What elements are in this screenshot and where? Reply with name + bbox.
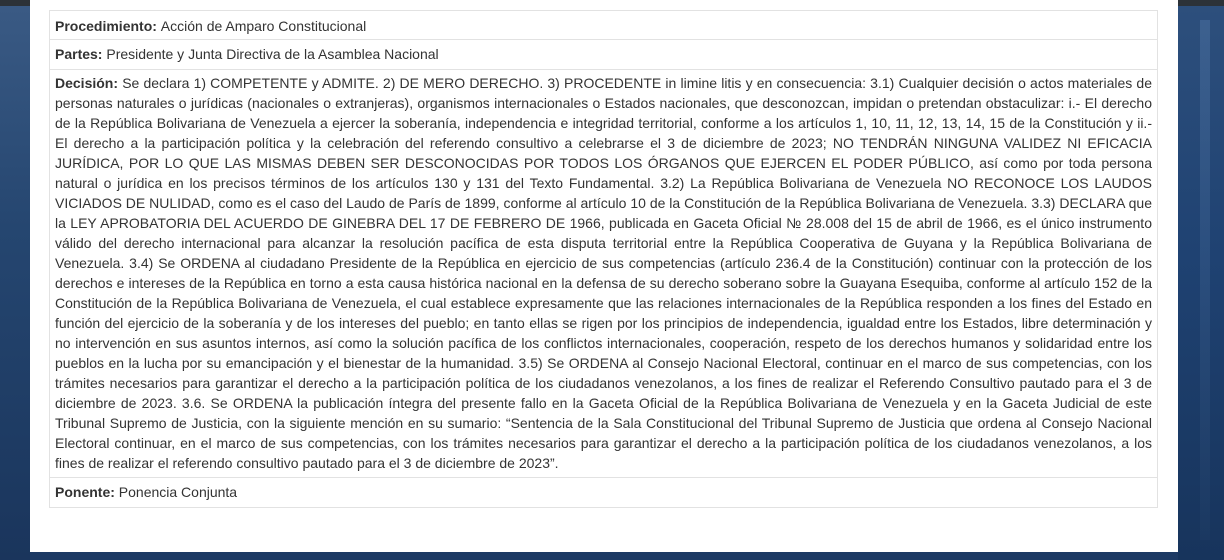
ponente-value: Ponencia Conjunta <box>118 484 238 500</box>
partes-value: Presidente y Junta Directiva de la Asamblea Nacional <box>106 46 439 62</box>
row-procedimiento <box>49 10 1158 40</box>
row-partes <box>49 40 1158 70</box>
background-left <box>0 6 30 560</box>
ponente-label: Ponente: <box>55 484 119 500</box>
background-decoration <box>1200 20 1210 540</box>
procedimiento-value: Acción de Amparo Constitucional <box>160 18 367 34</box>
content-panel <box>30 0 1178 552</box>
decision-label: Decisión: <box>55 75 123 91</box>
row-decision <box>49 70 1158 478</box>
decision-value: Se declara 1) COMPETENTE y ADMITE. 2) DE MERO DERECHO. 3) PROCEDENTE in limine litis y en consecuencia: 3.1) Cualquier decisión o actos materiales de personas naturales o jurídicas (nacionales o extranjeras), organismos internacionales o Estados nacionales, que desconozcan, impidan o pretendan obstaculizar: i.- El derecho de la República Bolivariana de Venezuela a ejercer la soberanía, independencia e integridad territorial, conforme a los artículos 1, 10, 11, 12, 13, 14, 15 de la Constitución y ii.- El derecho a la participación política y la celebración del referendo consultivo a celebrarse el 3 de diciembre de 2023; NO TENDRÁN NINGUNA VALIDEZ NI EFICACIA JURÍDICA, POR LO QUE LAS MISMAS DEBEN SER DESCONOCIDAS POR TODOS LOS ÓRGANOS QUE EJERCEN EL PODER PÚBLICO, así como por toda persona natural o jurídica en los precisos términos de los artículos 130 y 131 del Texto Fundamental. 3.2) La República Bolivariana de Venezuela NO RECONOCE LOS LAUDOS VICIADOS DE NULIDAD, como es el caso del Laudo de París de 1899, conforme al artículo 10 de la Constitución de la República Bolivariana de Venezuela. 3.3) DECLARA que la LEY APROBATORIA DEL ACUERDO DE GINEBRA DEL 17 DE FEBRERO DE 1966, publicada en Gaceta Oficial № 28.008 del 15 de abril de 1966, es el único instrumento válido del derecho internacional para alcanzar la resolución pacífica de esta disputa territorial entre la República Cooperativa de Guyana y la República Bolivariana de Venezuela. 3.4) Se ORDENA al ciudadano Presidente de la República en ejercicio de sus competencias (artículo 236.4 de la Constitución) continuar con la protección de los derechos e intereses de la República en torno a esta causa histórica nacional en la defensa de su derecho soberano sobre la Guayana Esequiba, conforme al artículo 152 de la Constitución de la República Bolivariana de Venezuela, el cual establece expresamente que las relaciones internacionales de la República responden a los fines del Estado en función del ejercicio de la soberanía y de los intereses del pueblo; en tanto ellas se rigen por los principios de independencia, igualdad entre los Estados, libre determinación y no intervención en sus asuntos internos, así como la solución pacífica de los conflictos internacionales, cooperación, respeto de los derechos humanos y solidaridad entre los pueblos en la lucha por su emancipación y el bienestar de la humanidad. 3.5) Se ORDENA al Consejo Nacional Electoral, continuar en el marco de sus competencias, con los trámites necesarios para garantizar el derecho a la participación política de los ciudadanos venezolanos, a los fines de realizar el Referendo Consultivo pautado para el 3 de diciembre de 2023. 3.6. Se ORDENA la publicación íntegra del presente fallo en la Gaceta Oficial de la República Bolivariana de Venezuela y en la Gaceta Judicial de este Tribunal Supremo de Justicia, con la siguiente mención en su sumario: “Sentencia de la Sala Constitucional del Tribunal Supremo de Justicia que ordena al Consejo Nacional Electoral continuar, en el marco de sus competencias, con los trámites necesarios para garantizar el derecho a la participación política de los ciudadanos venezolanos, a los fines de realizar el referendo consultivo pautado para el 3 de diciembre de 2023”. <box>55 75 1152 471</box>
partes-label: Partes: <box>55 46 107 62</box>
procedimiento-label: Procedimiento: <box>55 18 161 34</box>
row-ponente <box>49 478 1158 508</box>
